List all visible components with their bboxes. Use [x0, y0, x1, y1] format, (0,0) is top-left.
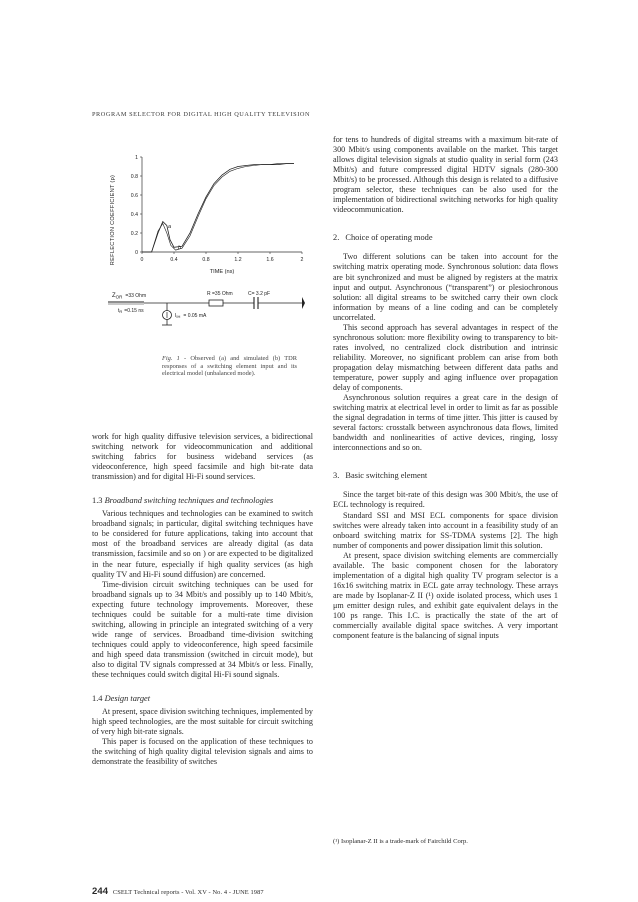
left-column [92, 432, 313, 767]
y-tick-label: 0.2 [130, 230, 138, 237]
y-tick-label: 0.4 [130, 211, 138, 218]
x-tick-label: 0.4 [170, 257, 178, 263]
y-tick-label: 0 [135, 249, 138, 256]
y-tick-label: 0.6 [130, 192, 138, 199]
figure-caption [92, 355, 297, 378]
section-title: Basic switching element [345, 471, 428, 481]
paragraph: Standard SSI and MSI ECL components for space division switches were already taken into account in a feasibility study of an onboard switching matrix for SS-TDMA systems [2]. The high number of components and power dissipation limit this solution. [333, 510, 558, 550]
tdr-chart [104, 145, 309, 300]
paragraph: Time-division circuit switching techniques can be used for broadband signals up to 34 Mbit/s and possibly up to 140 Mbit/s, expecting future technology improvements. Moreover, these techniques could be suitable for a multi-rate time division switching, allowing in principle an integrated switching of a very wide range of services. Broadband time-division switching techniques could apply to videoconference, high speed facsimile and high speed data transmission (switched in circuit mode), but also to digital TV signals compressed at 34 Mbit/s or less. Finally, these techniques could switch digital Hi-Fi sound signals. [92, 579, 313, 680]
ground-arrow-icon [302, 297, 305, 309]
current-source-label: $I_{IH} = 0.05$ mA [175, 313, 207, 320]
y-axis-label: REFLECTION COEFFICIENT (ρ) [110, 174, 116, 266]
section-number: 2. [333, 233, 340, 243]
x-axis-label: TIME (ns) [209, 269, 235, 275]
section-title: Design target [104, 694, 151, 704]
y-tick-label: 1 [135, 154, 138, 161]
section-number: 1.3 [92, 496, 103, 506]
section-title: Choice of operating mode [345, 233, 433, 243]
paragraph-continued: for tens to hundreds of digital streams with a maximum bit-rate of 300 Mbit/s using components available on the market. This target allows digital television signals at studio quality in serial form (243 Mbit/s) and future compressed digital HDTV signals (280-300 Mbit/s) to be processed. Although this design is related to a diffusive program selector, these techniques can be also used for the implementation of bidirectional switching networks for high quality videocommunication. [333, 135, 558, 215]
running-header: PROGRAM SELECTOR FOR DIGITAL HIGH QUALITY TELEVISION [92, 111, 311, 118]
footnote: (¹) Isoplanar-Z II is a trade-mark of Fairchild Corp. [333, 838, 468, 845]
section-number: 3. [333, 471, 340, 481]
right-column [333, 135, 558, 641]
x-tick-label: 0 [140, 257, 144, 263]
paragraph-intro: work for high quality diffusive television services, a bidirectional switching network for videocommunication and additional switching fabrics for business wideband services (as videoconference, high speed facsimile and high bit-rate data transmission) and for digital Hi-Fi sound services. [92, 432, 313, 482]
x-tick-label: 2 [300, 257, 304, 263]
resistor-label: R =35 Ohm [207, 291, 233, 297]
section-3-heading [333, 471, 558, 481]
section-1-3-heading [92, 496, 313, 506]
series-line-b [142, 164, 294, 252]
x-tick-label: 1.2 [234, 257, 242, 263]
paragraph: This paper is focused on the application of these techniques to the switching of high quality digital television signals and aims to demonstrate the feasibility of switches [92, 737, 313, 767]
resistor [209, 300, 223, 306]
x-ticks [141, 252, 304, 263]
figure-caption-text: - Observed (a) and simulated (b) TDR responses of a switching element input and its electrical model (unbalanced mode). [162, 355, 297, 378]
z-label: $Z_{OR}$ $^{=33 Ohm}$ [112, 293, 147, 300]
figure-caption-label: Fig. 1 [162, 355, 180, 362]
journal-info: CSELT Technical reports - Vol. XV - No. 4 - JUNE 1987 [112, 889, 264, 896]
section-number: 1.4 [92, 694, 103, 704]
section-2-heading [333, 233, 558, 243]
paragraph: At present, space division switching techniques, implemented by high speed technologies, are the most suitable for circuit switching of very high bit-rate signals. [92, 707, 313, 737]
x-tick-label: 0.8 [202, 257, 210, 263]
paragraph: This second approach has several advantages in respect of the synchronous solution: more flexibility owing to transparency to bit-rates involved, no centralized clock distribution and intrinsic reliability. Moreover, no significant problem can arise from both propagation delay mismatching between different data paths and temperature, power supply and aging influence over propagation delay of components. [333, 322, 558, 393]
page-number: 244 [92, 886, 109, 897]
section-title: Broadband switching techniques and technologies [104, 496, 274, 506]
y-tick-label: 0.8 [130, 173, 138, 180]
y-ticks [131, 155, 142, 256]
paragraph: Asynchronous solution requires a great care in the design of switching matrix at electrical level in order to limit as far as possible the signal degradation in terms of time jitter. This jitter is caused by several factors: crosstalk between asynchronous data flows, limited bandwidth and nonlinearities of active devices, ringing, lossy interconnections and so on. [333, 393, 558, 453]
paragraph: At present, space division switching elements are commercially available. The basic component chosen for the laboratory implementation of a digital high quality TV program selector is a 16x16 switching matrix in ECL gate array technology. These arrays are made by Isoplanar-Z II (¹) oxide isolated process, which uses 1 μm emitter design rules, and exhibit gate equivalent delays in the 100 ps range. This I.C. is practically the state of the art of commercially available digital space switches. A very important component feature is the balancing of signal inputs [333, 550, 558, 641]
tr-label: $t_R =0.15$ ns [118, 308, 144, 315]
figure-1 [104, 145, 309, 415]
paragraph: Since the target bit-rate of this design was 300 Mbit/s, the use of ECL technology is required. [333, 490, 558, 510]
paragraph: Various techniques and technologies can be examined to switch broadband signals; in particular, digital switching techniques have to be considered for future applications, taking into account that most of the broadband services are already digital (as data transmission, facsimile and so on ) or are expected to be digitalized in the near future, especially if high quality services (as high quality TV and Hi-Fi sound diffusion) are concerned. [92, 509, 313, 579]
curve-label-a: a [168, 224, 172, 230]
series-line-a [142, 164, 294, 252]
paragraph: Two different solutions can be taken into account for the switching matrix operating mode. Synchronous solution: data flows are bit synchronized and must be aligned by registers at the matrix input and output. Asynchronous (“transparent”) or plesiochronous solution: all digital streams to be switched carry their own clock information by means of a line coding and can be completely uncorrelated. [333, 252, 558, 322]
page-footer [92, 886, 264, 897]
section-1-4-heading [92, 694, 313, 704]
electrical-model-circuit [104, 285, 309, 345]
capacitor-label: C= 3.2 pF [248, 291, 271, 297]
curve-label-b: b [178, 245, 182, 251]
x-tick-label: 1.6 [266, 257, 274, 263]
